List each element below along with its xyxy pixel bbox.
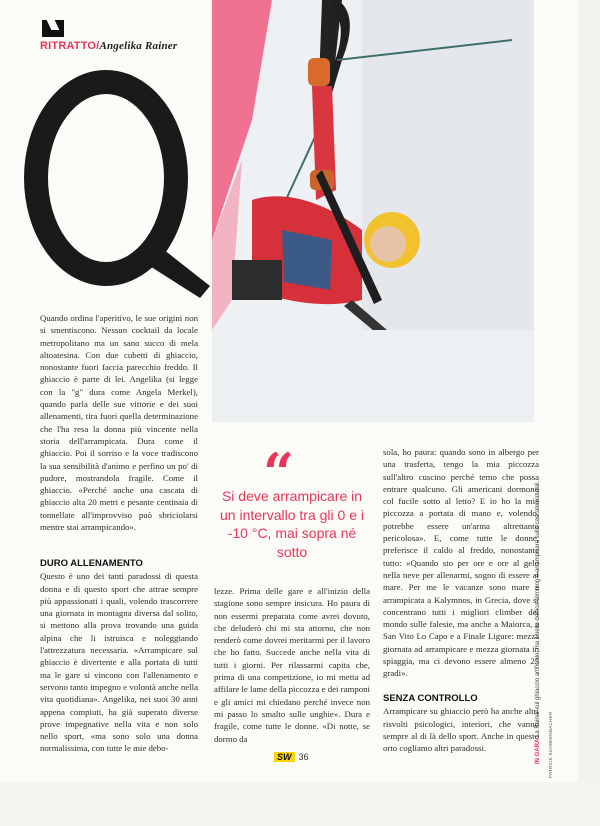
section-label: RITRATTO xyxy=(40,40,97,52)
caption-text: La Rainer sul ghiaccio artificiale, ma il bello dell'ice climbing è arrampicare sulle cascate naturali. xyxy=(535,480,541,739)
subhead-senza-controllo: SENZA CONTROLLO xyxy=(383,693,478,704)
photo-credit-text: PATRICK SCHWIENBACHER xyxy=(548,711,553,778)
drop-cap-q xyxy=(14,66,214,306)
body-column-1 xyxy=(40,312,198,533)
page-number: 36 xyxy=(298,752,309,762)
body-column-2 xyxy=(214,585,370,745)
page-edge-right xyxy=(578,0,600,826)
intro-paragraph: Quando ordina l'aperitivo, le sue origini non si smentiscono. Nessun cocktail da locale metropolitano ma un sano succo di mela altoatesina. Con due cubetti di ghiaccio, nonostante fuori faccia parecchio freddo. Il ghiaccio è parte di lei. Angelika (si legge con la "g" dura come Angela Merkel), quando parla delle sue vittorie e dei suoi allenamenti, tira fuori quella determinazione che l'ha resa la donna più vincente nella storia dell'arrampicata. Dura come il ghiaccio. Poi il sorriso e la voce tradiscono la sua sensibilità d'animo e perfino un po' di pudore, mostrandola fragile. Come il ghiaccio. «Perché anche una cascata di ghiaccio alta 20 metri e pesante centinaia di tonnellate all'improvviso può sbriciolarsi mentre stai arrampicando». xyxy=(40,313,198,533)
quote-marks-icon: “ xyxy=(263,441,295,505)
section-kicker xyxy=(40,40,177,52)
kicker-slash: / xyxy=(96,40,100,52)
body-column-3-lower xyxy=(383,693,539,754)
folio-mark: SW xyxy=(274,752,295,762)
body-column-1-lower xyxy=(40,558,198,755)
magazine-logo xyxy=(42,20,64,37)
photo-credit xyxy=(548,668,558,778)
subhead-duro-allenamento: DURO ALLENAMENTO xyxy=(40,558,143,569)
body-column-3 xyxy=(383,446,539,680)
caption-lead: IN GARA xyxy=(535,738,541,764)
subject-name: Angelika Rainer xyxy=(99,40,178,52)
body-paragraph-4: sola, ho paura: quando sono in albergo per una trasferta, tengo la mia piccozza sull'altro cuscino perché temo che possa entrare qualcuno. Gli americani dormono col fucile sotto al letto? E io ho la mia piccozza a portata di mano e, volendo, potrebbe essere un'arma altrettanto pericolosa». E, come tutte le donne, preferisce il caldo al freddo, nonostante tutto: «Quando sto per ore e ore al gelo nella neve per allenarmi, sogno di essere al mare. Per me le vacanze sono mare e arrampicata a Kalymnos, in Grecia, dove si concentrano tutti i migliori climber del mondo sulle falesie, ma anche a Maiorca, a San Vito Lo Capo e a Finale Ligure: mezza giornata ad arrampicare e mezza giornata in spiaggia, ma ci devono essere almeno 25 gradi». xyxy=(383,447,539,679)
body-paragraph-2: Questo è uno dei tanti paradossi di questa donna e di questo sport che attrae sempre più appassionati i quali, volendo trascorrere una giornata in montagna diversa dal solito, si mettono alla prova trovando una guida alpina che li istruisca e noleggiando l'attrezzatura necessaria. «Arrampicare sul ghiaccio è divertente e alla portata di tutti ma le gare si vincono con l'allenamento e servono tanto impegno e volontà anche nella vita quotidiana». Angelika, nei suoi 30 anni appena compiuti, ha già superato diverse prove impegnative nella vita e non solo nello sport, «ma sono solo una donna normalissima, con tutte le mie debo- xyxy=(40,571,198,754)
pull-quote: Si deve arrampicare in un intervallo tra gli 0 e i -10 °C, mai sopra né sotto xyxy=(220,488,364,560)
climber-photo xyxy=(212,0,534,422)
page-folio xyxy=(274,752,309,762)
body-paragraph-3: lezze. Prima delle gare e all'inizio della stagione sono sempre insicura. Ho paura di non essermi preparata come avrei dovuto, che deluderò chi mi sta attorno, che non renderò come dovrei meritarmi per il lavoro che ho fatto. Succede anche nella vita di tutti i giorni. Per rilassarmi capita che, prima di una competizione, io mi metta ad affilare le lame della piccozza e dei ramponi e gli amici mi chiedano perché invece non mi passo lo smalto sulle unghie». Dura e fragile, come tutte le donne. «Di notte, se dormo da xyxy=(214,586,370,744)
page-edge-bottom xyxy=(0,782,600,826)
body-paragraph-5: Arrampicare su ghiaccio però ha anche altri risvolti psicologici, interiori, che vanno sempre al di là dello sport. Anche in questo orto cogliamo altri paradossi. xyxy=(383,706,539,754)
